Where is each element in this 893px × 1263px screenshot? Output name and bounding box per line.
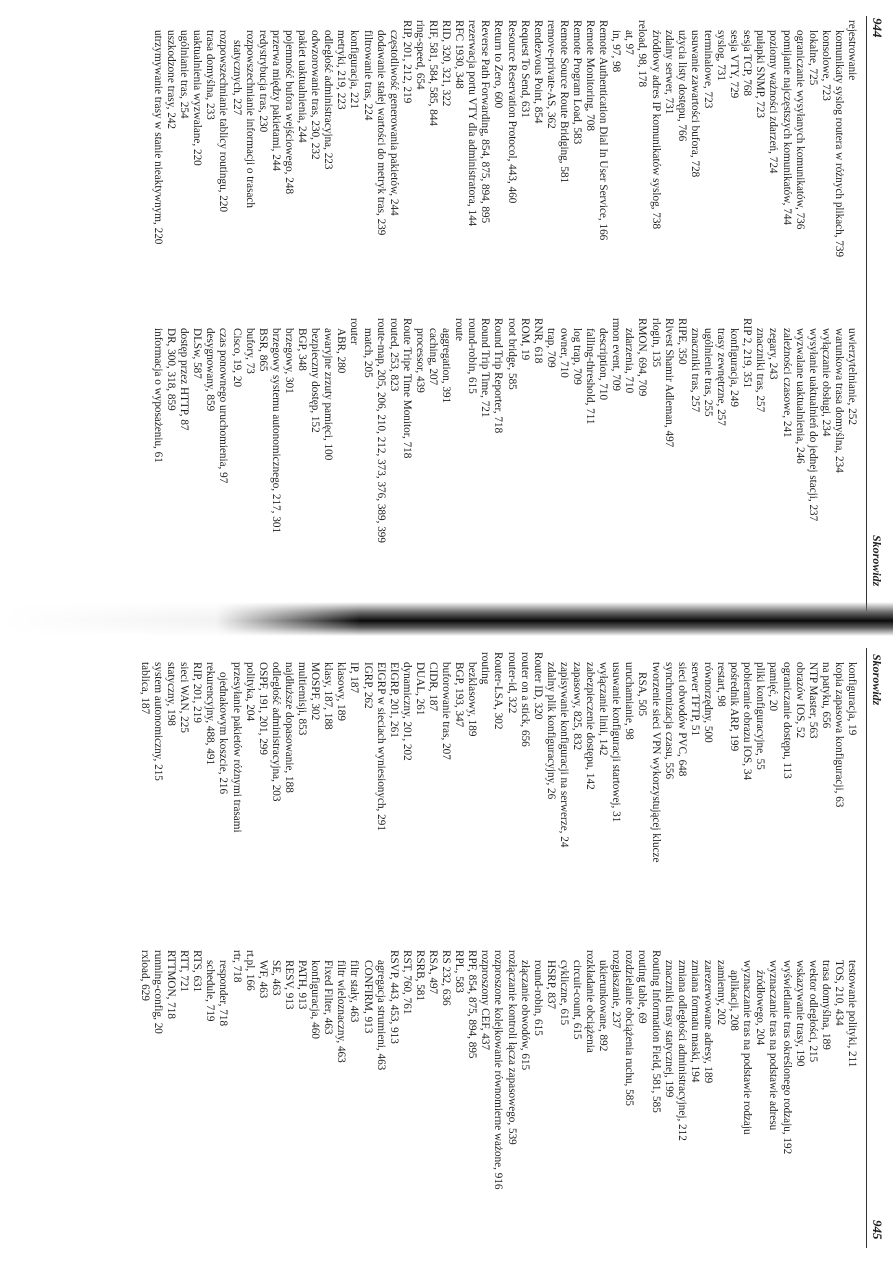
index-subentry: agregacja strumieni, 463 (374, 960, 387, 1071)
index-subentry: cykliczne, 615 (557, 960, 570, 1026)
index-subentry: serwer TFTP, 51 (688, 662, 701, 737)
index-column-2 (138, 950, 858, 1190)
index-entry: RTS, 631 (191, 950, 204, 993)
index-subentry: HSRP, 837 (544, 960, 557, 1010)
index-subentry: czas ponownego uruchomienia, 97 (217, 328, 230, 484)
index-subentry: system autonomiczny, 215 (152, 662, 165, 781)
index-subentry: ograniczanie wysyłanych komunikatów, 736 (793, 30, 806, 230)
index-subentry: sieci WAN, 225 (178, 662, 191, 733)
index-subentry: usuwanie konfiguracji startowej, 31 (610, 662, 623, 823)
running-header: Skorowidz (870, 535, 884, 587)
index-subentry: komunikaty syslog routera w różnych plikach, 739 (832, 30, 845, 258)
index-entry: routed, 253, 823 (387, 318, 400, 392)
index-subentry: statyczny, 198 (165, 662, 178, 726)
index-subentry: odległość administracyjna, 203 (269, 662, 282, 802)
index-subentry: zmiana odległości administracyjnej, 212 (675, 960, 688, 1141)
index-subentry: dostęp przez HTTP, 87 (178, 328, 191, 431)
index-entry: route-map, 205, 206, 210, 212, 373, 376, 389, 399 (374, 318, 387, 543)
index-subentry: BGP, 348 (296, 328, 309, 371)
index-subentry: IGRP, 262 (361, 662, 374, 709)
index-subentry: zdalny plik konfiguracyjny, 26 (544, 662, 557, 800)
index-subentry: pułapki SNMP, 723 (754, 30, 767, 118)
index-subentry: DLSw, 587 (191, 328, 204, 379)
index-subentry: log trap, 709 (571, 328, 584, 385)
index-entry: rozłączanie kontroli łącza zapasowego, 539 (505, 950, 518, 1145)
index-subentry: sesja TCP, 768 (741, 30, 754, 96)
index-subentry: schedule, 719 (204, 960, 217, 1022)
index-subentry: pobieranie obrazu IOS, 34 (741, 662, 754, 781)
index-subentry: processor, 439 (413, 328, 426, 393)
index-entry: root bridge, 585 (505, 318, 518, 390)
index-entry: RIP 2, 219, 351 (741, 318, 754, 389)
index-subentry: MOSPF, 302 (309, 662, 322, 721)
index-entry: Reverse Path Forwarding, 854, 875, 894, 895 (479, 20, 492, 224)
index-entry: RMON, 694, 709 (636, 318, 649, 397)
index-entry: Request To Send, 631 (518, 20, 531, 118)
index-subentry: zabezpieczenie dostępu, 142 (584, 662, 597, 790)
index-entry: Round Trip Time, 721 (479, 318, 492, 418)
index-subentry: sesja VTY, 729 (728, 30, 741, 99)
index-subentry: DR, 300, 318, 859 (165, 328, 178, 411)
index-subentry: polityka, 204 (243, 662, 256, 722)
index-subentry: zależności czasowe, 241 (780, 328, 793, 438)
index-subentry: in, 97, 98 (610, 30, 623, 73)
index-subentry: zmiana formatu maski, 194 (688, 960, 701, 1083)
index-subentry: trap, 709 (544, 328, 557, 368)
index-subentry: filtr stały, 463 (348, 960, 361, 1023)
index-entry: router-id, 322 (505, 652, 518, 714)
index-entry: RIPE, 350 (675, 318, 688, 365)
index-subentry: TOS, 210, 434 (832, 960, 845, 1026)
index-subentry: zarezerwowane adresy, 189 (701, 960, 714, 1084)
header-rule (866, 648, 867, 1248)
index-subentry: pakiet uaktualnienia, 244 (296, 30, 309, 143)
index-subentry: BGP, 193, 347 (453, 662, 466, 728)
index-subentry: pośrednik ARP, 199 (728, 662, 741, 752)
index-subentry: wyznaczanie tras na podstawie adresu (767, 960, 780, 1131)
index-subentry: awaryjne zrzuty pamięci, 100 (322, 328, 335, 461)
right-page (0, 632, 893, 1263)
index-subentry: wyświetlanie tras określonego rodzaju, 192 (780, 960, 793, 1155)
index-column-2 (151, 318, 858, 543)
index-subentry: zamienny, 202 (715, 960, 728, 1026)
index-subentry: CIDR, 187 (427, 662, 439, 712)
index-subentry: bezpieczny dostęp, 152 (309, 328, 322, 433)
index-subentry: trasy zewnętrzne, 257 (715, 328, 728, 426)
index-subentry: konfiguracja, 460 (309, 960, 322, 1039)
index-subentry: źródłowego, 204 (754, 970, 767, 1046)
index-entry: ring-speed, 654 (413, 20, 426, 90)
index-entry: Resource Reservation Protocol, 443, 460 (505, 20, 518, 204)
index-entry: RPL, 583 (453, 950, 466, 993)
index-subentry: uaktualnienia wyzwalane, 220 (191, 30, 204, 166)
index-subentry: match, 205 (361, 328, 374, 378)
index-subentry: IP, 187 (348, 662, 361, 694)
index-entry: routing table, 69 (636, 950, 649, 1024)
index-subentry: klasowy, 189 (335, 662, 348, 721)
index-subentry: znaczniki tras, 257 (688, 328, 701, 413)
index-entry: Round Trip Reporter, 718 (492, 318, 505, 434)
index-entry: running-config, 20 (152, 950, 165, 1034)
index-entry: RTT, 721 (178, 950, 191, 993)
running-header: Skorowidz (870, 654, 884, 706)
index-subentry: ABR, 280 (335, 328, 348, 374)
index-entry: Route Tripe Time Monitor, 718 (400, 318, 413, 459)
index-subentry: wyznaczanie tras na podstawie rodzaju (741, 960, 754, 1135)
index-entry: rlogin, 135 (649, 318, 662, 368)
index-subentry: circuit-count, 615 (571, 960, 584, 1040)
index-column-1 (138, 652, 858, 862)
index-entry: RPF, 854, 875, 894, 895 (466, 950, 479, 1059)
index-subentry: round-robin, 615 (531, 960, 544, 1036)
index-subentry: RSA, 505 (636, 672, 649, 717)
index-subentry: ojednakowym koszcie, 216 (217, 672, 230, 795)
index-subentry: OSPF, 191, 201, 299 (256, 662, 269, 755)
index-entry: Routing Information Field, 581, 585 (649, 950, 662, 1113)
index-subentry: testowanie polityki, 211 (846, 960, 858, 1068)
index-subentry: metryki, 219, 223 (335, 30, 348, 110)
index-subentry: redystrybucja tras, 230 (256, 30, 269, 133)
index-subentry: aplikacji, 208 (728, 970, 741, 1031)
index-subentry: owner, 710 (557, 328, 570, 378)
index-subentry: pomijanie najczęstszych komunikatów, 744 (780, 30, 793, 226)
index-entry: router (348, 318, 361, 345)
index-entry: rozdzielanie obciążenia ruchu, 585 (623, 950, 636, 1106)
index-subentry: brzegowy systemu autonomicznego, 217, 301 (269, 328, 282, 534)
index-subentry: znaczniki trasy statycznej, 199 (662, 960, 675, 1098)
index-subentry: desygnowany, 859 (204, 328, 217, 412)
index-subentry: caching, 207 (427, 328, 439, 386)
index-subentry: CONFIRM, 913 (361, 960, 374, 1034)
index-subentry: dodawanie stałej wartości do metryk tras, 239 (374, 30, 387, 236)
index-subentry: złączanie obwodów, 615 (518, 960, 531, 1071)
index-subentry: NTP Master, 563 (806, 662, 819, 739)
index-entry: remove-private-AS, 362 (544, 20, 557, 129)
index-subentry: wyzwalane uaktualnienia, 246 (793, 328, 806, 464)
index-subentry: wektor odległości, 215 (806, 960, 819, 1063)
index-entry: RFC 1930, 348 (453, 20, 466, 89)
left-page (0, 0, 893, 631)
index-subentry: BSR, 865 (256, 328, 269, 372)
index-subentry: statycznych, 227 (230, 40, 243, 116)
page-number: 945 (870, 1220, 885, 1240)
index-entry: rozkładanie obciążenia (584, 950, 597, 1053)
index-subentry: konfiguracja, 221 (348, 30, 361, 109)
index-entry: rezerwacja portu VTY dla administratora, 144 (466, 20, 479, 227)
index-subentry: ukierunkowane, 892 (597, 960, 610, 1052)
index-subentry: zdarzenia, 710 (623, 328, 636, 394)
index-entry: RST, 760, 761 (400, 950, 413, 1015)
index-subentry: wyłączanie obsługi, 234 (819, 328, 832, 437)
index-entry: rtr, 718 (230, 950, 243, 983)
index-subentry: buforowanie tras, 207 (440, 662, 453, 760)
index-entry: Remote Program Load, 583 (571, 20, 584, 145)
index-subentry: DUAL, 261 (413, 662, 426, 716)
index-subentry: synchronizacja czasu, 556 (662, 662, 675, 780)
index-entry: RSA, 497 (427, 950, 439, 995)
index-subentry: EIGRP w sieciach wyniesionych, 291 (374, 662, 387, 831)
index-entry: round-robin, 615 (466, 318, 479, 394)
index-entry: rozproszony CEF, 437 (479, 950, 492, 1051)
index-subentry: SE, 463 (269, 960, 282, 996)
index-entry: rt.pl, 166 (243, 950, 256, 991)
index-subentry: tablica, 187 (138, 662, 151, 715)
index-subentry: multiemisji, 853 (296, 662, 309, 736)
index-subentry: PATH, 913 (296, 960, 309, 1010)
index-entry: Remote Authentication Dial In User Service, 166 (597, 20, 610, 241)
index-subentry: lokalne, 725 (806, 30, 819, 86)
index-subentry: kopia zapasowa konfiguracji, 63 (832, 662, 845, 808)
index-entry: RS 232, 636 (440, 950, 453, 1006)
index-subentry: rozpowszechnianie tablicy routingu, 220 (217, 30, 230, 213)
index-subentry: brzegowy, 301 (282, 328, 295, 394)
index-subentry: falling-threshold, 711 (584, 328, 597, 425)
index-entry: Remote Source Route Bridging, 581 (557, 20, 570, 184)
index-subentry: trasa domyślna, 189 (819, 960, 832, 1050)
index-subentry: ograniczanie dostępu, 113 (780, 662, 793, 779)
index-subentry: źródłowy adres IP komunikatów syslog, 738 (649, 30, 662, 230)
index-subentry: wyłączanie linii, 142 (597, 662, 610, 756)
index-subentry: Fixed Filter, 463 (322, 960, 335, 1035)
book-gutter-shadow (0, 602, 893, 636)
index-entry: Remote Monitoring, 708 (584, 20, 597, 131)
index-subentry: konfiguracja, 19 (846, 662, 858, 736)
index-entry: rmon event, 709 (610, 318, 623, 392)
index-entry: rejestrowanie (846, 20, 858, 81)
index-subentry: uszkodzone trasy, 242 (165, 30, 178, 130)
index-subentry: wskazywanie trasy, 190 (793, 960, 806, 1067)
index-subentry: częstotliwość generowania pakietów, 244 (387, 30, 400, 216)
index-subentry: filtr wieloznaczny, 463 (335, 960, 348, 1063)
index-entry: rozgłaszanie, 237 (610, 950, 623, 1029)
index-subentry: description, 710 (597, 328, 610, 401)
index-subentry: EIGRP, 201, 261 (387, 662, 400, 738)
index-subentry: at, 97 (623, 30, 636, 55)
index-entry: RIF, 581, 584, 585, 844 (427, 20, 439, 127)
index-subentry: sieci obwodów PVC, 648 (675, 662, 688, 777)
index-subentry: ugólnienie tras, 255 (701, 328, 714, 417)
index-subentry: znaczniki tras, 257 (754, 328, 767, 413)
index-subentry: uruchamianie, 98 (623, 662, 636, 740)
index-subentry: dynamiczny, 201, 202 (400, 662, 413, 761)
index-subentry: utrzymywanie trasy w stanie nieaktywnym, 220 (152, 30, 165, 245)
index-subentry: użycia listy dostępu, 766 (675, 30, 688, 142)
index-column-1 (151, 20, 858, 257)
index-entry: RNR, 618 (531, 318, 544, 364)
index-entry: RIP, 201, 212, 219 (400, 20, 413, 104)
index-entry: reload, 98, 178 (636, 20, 649, 88)
index-subentry: konsolowe, 723 (819, 30, 832, 101)
index-entry: Rivest Shamir Adleman, 497 (662, 318, 675, 448)
index-subentry: WF, 463 (256, 960, 269, 999)
index-entry: ROM, 19 (518, 318, 531, 361)
index-subentry: pojemność bufora wejściowego, 248 (282, 30, 295, 195)
index-subentry: terminalowe, 723 (701, 30, 714, 109)
index-entry: rxload, 629 (138, 950, 151, 1001)
index-subentry: zdalny serwer, 731 (662, 30, 675, 115)
index-subentry: wysyłanie uaktualnień do jednej stacji, 237 (806, 328, 819, 522)
index-subentry: RESV, 913 (282, 960, 295, 1010)
index-subentry: warunkowa trasa domyślna, 234 (832, 328, 845, 473)
index-subentry: rozpowszechnianie informacji o trasach (243, 30, 256, 208)
index-entry: router on a stick, 656 (518, 652, 531, 747)
index-entry: Router-LSA, 302 (492, 652, 505, 730)
index-subentry: trasa domyślna, 233 (204, 30, 217, 120)
index-subentry: responder, 718 (217, 960, 230, 1027)
index-subentry: klasy, 187, 188 (322, 662, 335, 730)
index-subentry: konfiguracja, 249 (728, 328, 741, 407)
index-subentry: na patyku, 656 (819, 662, 832, 729)
index-subentry: przesyłanie pakietów różnymi trasami (230, 662, 243, 833)
index-subentry: zapisywanie konfiguracji na serwerze, 24 (557, 662, 570, 848)
index-subentry: syslog, 731 (715, 30, 728, 81)
index-entry: RSVP, 443, 453, 913 (387, 950, 400, 1044)
index-subentry: tworzenie sieci VPN wykorzystującej klucze (649, 662, 662, 863)
index-subentry: rekurencyjny, 488, 491 (204, 662, 217, 766)
index-subentry: bufory, 73 (243, 328, 256, 374)
index-entry: rozproszone kolejkowanie równomierne ważone, 916 (492, 950, 505, 1190)
header-rule (866, 16, 867, 616)
index-entry: Return to Zero, 600 (492, 20, 505, 109)
index-subentry: poziomy ważności zdarzeń, 724 (767, 30, 780, 174)
index-subentry: uwierzytelnianie, 252 (846, 328, 858, 425)
index-entry: RID, 320, 321, 322 (440, 20, 453, 107)
index-subentry: pliki konfiguracyjne, 55 (754, 662, 767, 770)
index-entry: route (453, 318, 466, 341)
index-entry: RSRB, 581 (413, 950, 426, 1001)
index-subentry: aggregation, 391 (440, 328, 453, 404)
index-subentry: zegary, 243 (767, 328, 780, 380)
index-subentry: przerwa między pakietami, 244 (269, 30, 282, 172)
index-subentry: usuwanie zawartości bufora, 728 (688, 30, 701, 178)
index-subentry: równorzędny, 500 (701, 662, 714, 743)
index-subentry: pamięć, 20 (767, 662, 780, 712)
index-entry: routing (479, 652, 492, 685)
index-subentry: bezklasowy, 189 (466, 662, 479, 737)
index-subentry: odwzorowanie tras, 230, 232 (309, 30, 322, 160)
index-subentry: filtrowanie tras, 224 (361, 30, 374, 121)
index-subentry: zapasowy, 825, 832 (571, 662, 584, 751)
index-subentry: najdłuższe dopasowanie, 188 (282, 662, 295, 793)
index-subentry: odległość administracyjna, 223 (322, 30, 335, 170)
index-subentry: ugólnianie tras, 254 (178, 30, 191, 119)
index-entry: Rendezvous Point, 854 (531, 20, 544, 124)
index-subentry: RIP, 201, 219 (191, 662, 204, 723)
index-subentry: obrazów IOS, 52 (793, 662, 806, 739)
index-subentry: restart, 98 (715, 662, 728, 707)
index-subentry: Cisco, 19, 20 (230, 328, 243, 388)
index-subentry: informacja o wyposażeniu, 61 (152, 328, 165, 463)
index-entry: RTTMON, 718 (165, 950, 178, 1019)
page-number: 944 (870, 18, 885, 38)
index-entry: Router ID, 320 (531, 652, 544, 720)
